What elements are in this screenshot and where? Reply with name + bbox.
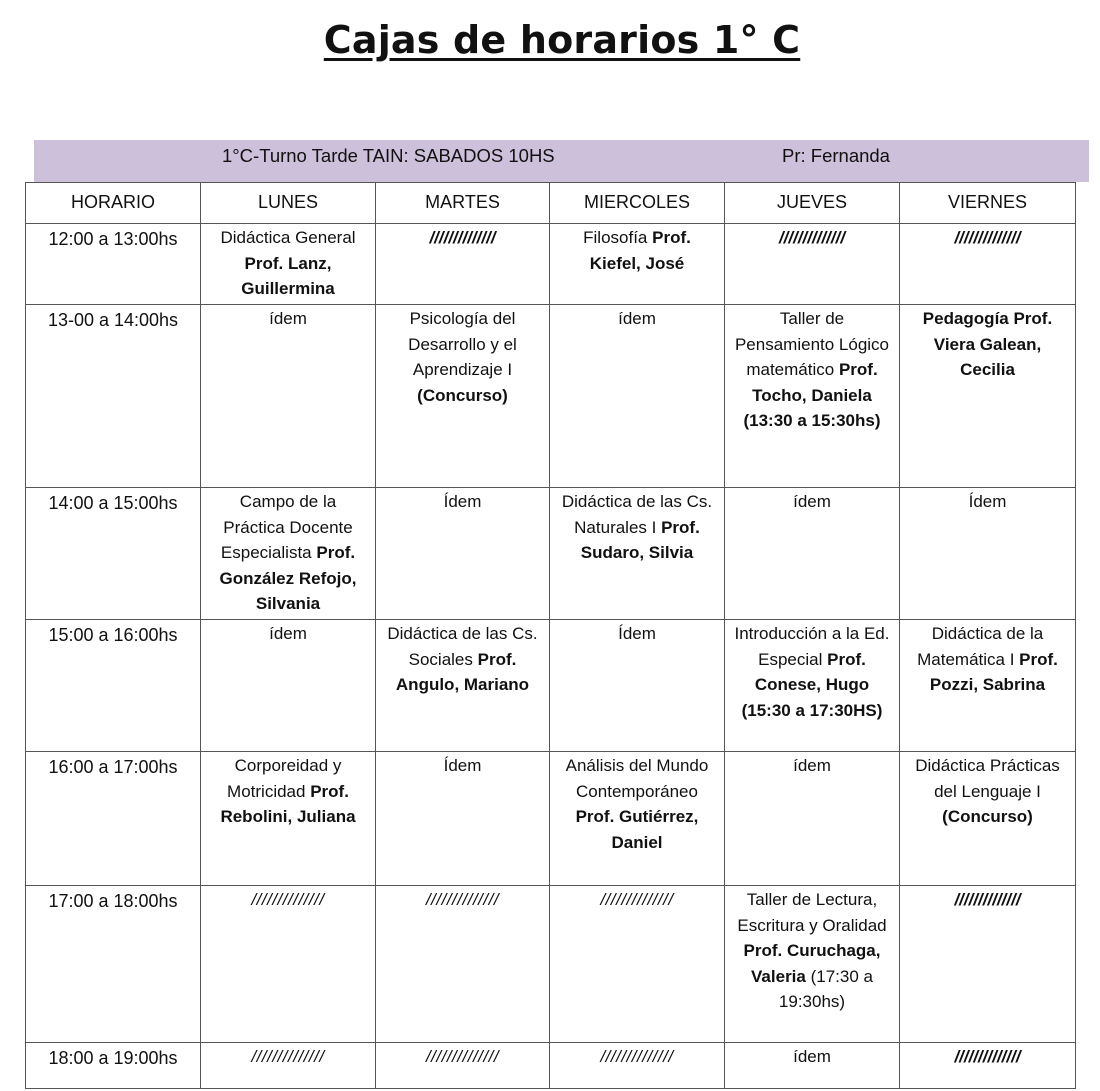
class-cell (550, 886, 725, 1043)
class-teacher: Prof. Rebolini, Juliana (220, 781, 356, 826)
class-teacher: Prof. Gutiérrez, Daniel (575, 807, 699, 852)
class-teacher: ////////////// (954, 1047, 1021, 1066)
class-subject: ídem (793, 492, 831, 511)
class-teacher: Prof. Conese, Hugo (15:30 a 17:30HS) (741, 649, 883, 720)
class-subject: Ídem (443, 492, 482, 511)
class-cell (376, 620, 550, 752)
class-teacher: (Concurso) (417, 385, 508, 405)
class-cell (725, 224, 900, 305)
class-teacher: Pedagogía Prof. Viera Galean, Cecilia (922, 309, 1053, 379)
class-subject: ////////////// (425, 890, 500, 909)
class-teacher: ////////////// (954, 890, 1021, 909)
schedule-row (26, 886, 1076, 1043)
class-subject: ídem (269, 309, 307, 328)
schedule-row (26, 305, 1076, 488)
class-cell (201, 224, 376, 305)
class-teacher: Prof. Sudaro, Silvia (580, 517, 700, 562)
class-cell (550, 752, 725, 886)
class-subject: Taller de Pensamiento Lógico matemático (734, 309, 890, 379)
banner-teacher: Pr: Fernanda (782, 145, 890, 166)
schedule-row (26, 752, 1076, 886)
class-subject: ídem (793, 756, 831, 775)
class-cell (201, 886, 376, 1043)
header-cell: MARTES (376, 183, 550, 224)
class-cell (201, 305, 376, 488)
time-slot-cell: 15:00 a 16:00hs (26, 620, 201, 752)
class-cell (725, 305, 900, 488)
schedule-row (26, 488, 1076, 620)
class-teacher: Prof. Tocho, Daniela (13:30 a 15:30hs) (743, 360, 881, 430)
class-cell (376, 1043, 550, 1089)
class-cell (201, 1043, 376, 1089)
header-cell: LUNES (201, 183, 376, 224)
class-subject: ////////////// (600, 1047, 674, 1066)
class-teacher: ////////////// (954, 228, 1021, 247)
class-cell (900, 488, 1076, 620)
time-slot-cell: 12:00 a 13:00hs (26, 224, 201, 305)
class-subject: Ídem (968, 492, 1007, 511)
class-teacher: Prof. Curuchaga, Valeria (743, 941, 881, 986)
class-cell (725, 488, 900, 620)
class-subject: Campo de la Práctica Docente Especialista (220, 492, 353, 562)
class-teacher: Prof. Lanz, Guillermina (241, 253, 335, 298)
class-teacher: Prof. González Refojo, Silvania (219, 543, 357, 613)
time-slot-cell: 18:00 a 19:00hs (26, 1043, 201, 1089)
class-subject: Ídem (443, 756, 482, 775)
class-subject: Didáctica General (220, 228, 356, 247)
class-cell (900, 620, 1076, 752)
class-cell (376, 224, 550, 305)
class-time-note: (17:30 a 19:30hs) (778, 966, 873, 1011)
class-subject: Didáctica de las Cs. Sociales (387, 624, 538, 669)
class-cell (725, 752, 900, 886)
class-subject: Didáctica de la Matemática I (917, 624, 1044, 669)
header-cell: MIERCOLES (550, 183, 725, 224)
class-cell (900, 305, 1076, 488)
class-cell (550, 488, 725, 620)
class-subject: ////////////// (251, 890, 325, 909)
class-cell (376, 488, 550, 620)
class-subject: Didáctica Prácticas del Lenguaje I (915, 756, 1060, 801)
time-slot-cell: 14:00 a 15:00hs (26, 488, 201, 620)
class-subject: Ídem (618, 624, 656, 643)
class-cell (376, 752, 550, 886)
course-banner (34, 140, 1089, 182)
class-cell (201, 620, 376, 752)
class-cell (376, 886, 550, 1043)
time-slot-cell: 16:00 a 17:00hs (26, 752, 201, 886)
class-subject: ////////////// (425, 1047, 500, 1066)
class-teacher: Prof. Angulo, Mariano (395, 649, 530, 694)
class-teacher: (Concurso) (942, 807, 1033, 826)
schedule-table (25, 182, 1076, 1089)
header-row (26, 183, 1076, 224)
schedule-row (26, 620, 1076, 752)
class-cell (550, 305, 725, 488)
header-cell: HORARIO (26, 183, 201, 224)
class-cell (550, 224, 725, 305)
class-teacher: Prof. Pozzi, Sabrina (929, 649, 1058, 694)
schedule-row (26, 1043, 1076, 1089)
class-subject: ídem (793, 1047, 831, 1066)
class-subject: Filosofía (583, 228, 648, 247)
class-cell (550, 620, 725, 752)
class-teacher: ////////////// (429, 228, 496, 247)
class-teacher: Prof. Kiefel, José (589, 228, 691, 273)
header-cell: VIERNES (900, 183, 1076, 224)
class-cell (376, 305, 550, 488)
page-title: Cajas de horarios 1° C (323, 18, 801, 62)
class-subject: Introducción a la Ed. Especial (734, 624, 890, 669)
time-slot-cell: 13-00 a 14:00hs (26, 305, 201, 488)
class-cell (725, 620, 900, 752)
class-cell (900, 886, 1076, 1043)
header-cell: JUEVES (725, 183, 900, 224)
class-subject: Didáctica de las Cs. Naturales I (561, 492, 713, 537)
class-teacher: ////////////// (778, 228, 846, 247)
class-subject: ídem (269, 624, 307, 643)
class-cell (725, 1043, 900, 1089)
banner-course-info: 1°C-Turno Tarde TAIN: SABADOS 10HS (222, 145, 555, 166)
class-subject: ////////////// (600, 890, 674, 909)
schedule-row (26, 224, 1076, 305)
class-cell (900, 1043, 1076, 1089)
class-subject: ídem (618, 309, 656, 328)
class-subject: ////////////// (251, 1047, 325, 1066)
class-cell (550, 1043, 725, 1089)
time-slot-cell: 17:00 a 18:00hs (26, 886, 201, 1043)
class-subject: Psicología del Desarrollo y el Aprendizaje I (408, 309, 517, 379)
class-cell (725, 886, 900, 1043)
class-cell (900, 224, 1076, 305)
class-subject: Análisis del Mundo Contemporáneo (565, 756, 709, 801)
class-cell (900, 752, 1076, 886)
class-subject: Taller de Lectura, Escritura y Oralidad (737, 890, 887, 935)
class-cell (201, 488, 376, 620)
class-cell (201, 752, 376, 886)
class-subject: Corporeidad y Motricidad (227, 756, 342, 801)
